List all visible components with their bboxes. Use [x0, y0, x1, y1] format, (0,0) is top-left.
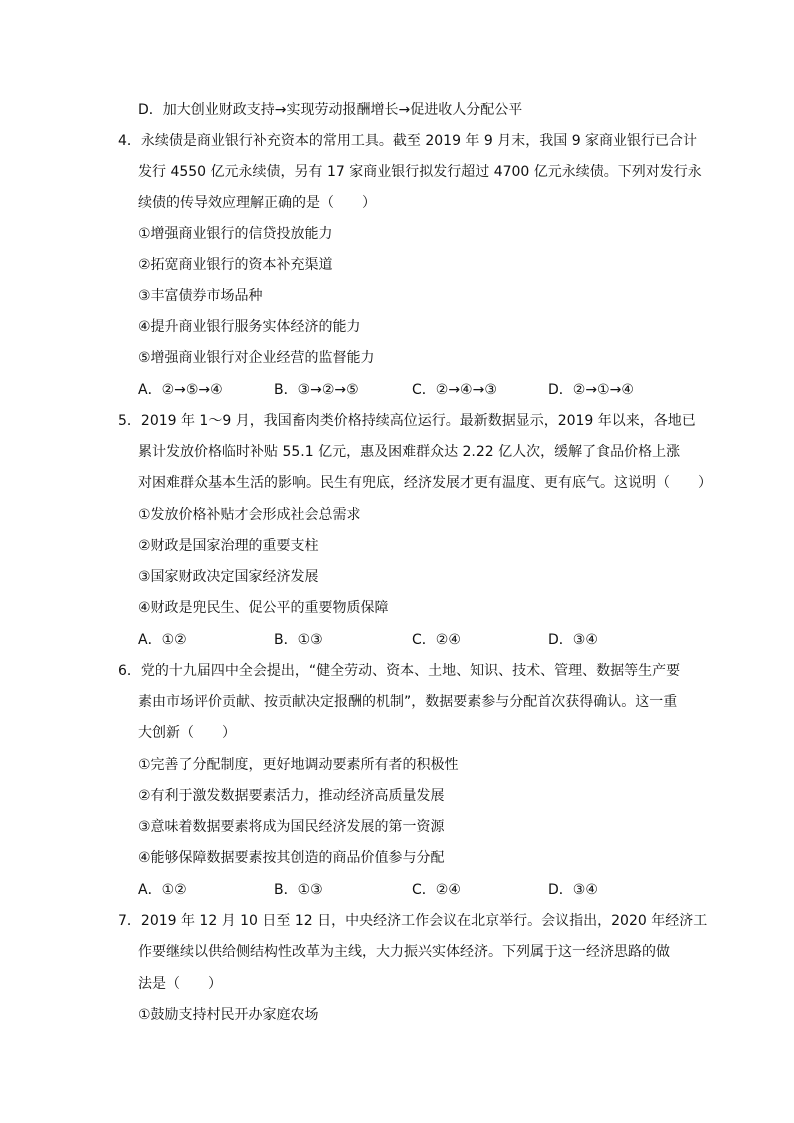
q4-item-3: ③丰富债券市场品种 [138, 288, 263, 304]
q6-option-a: A．①② [138, 882, 187, 898]
q5-stem-line-3: 对困难群众基本生活的影响。民生有兜底，经济发展才更有温度、更有底气。这说明（ ） [138, 475, 712, 491]
q5-option-b: B．①③ [274, 632, 323, 648]
q6-stem-line-1: 6．党的十九届四中全会提出，“健全劳动、资本、土地、知识、技术、管理、数据等生产要 [118, 663, 681, 679]
q5-item-1: ①发放价格补贴才会形成社会总需求 [138, 507, 361, 523]
q5-stem-line-2: 累计发放价格临时补贴 55.1 亿元，惠及困难群众达 2.22 亿人次，缓解了食品价格上涨 [138, 444, 681, 460]
q5-item-2: ②财政是国家治理的重要支柱 [138, 538, 319, 554]
q4-item-1: ①增强商业银行的信贷投放能力 [138, 226, 333, 242]
q6-item-3: ③意味着数据要素将成为国民经济发展的第一资源 [138, 819, 445, 835]
q5-option-c: C．②④ [412, 632, 461, 648]
q7-stem-line-2: 作要继续以供给侧结构性改革为主线，大力振兴实体经济。下列属于这一经济思路的做 [138, 944, 670, 960]
q4-option-d: D．②→①→④ [548, 382, 634, 398]
q4-item-5: ⑤增强商业银行对企业经营的监督能力 [138, 350, 375, 366]
q4-stem-line-1: 4．永续债是商业银行补充资本的常用工具。截至 2019 年 9 月末，我国 9 家商业银行已合计 [118, 133, 698, 149]
q7-item-1: ①鼓励支持村民开办家庭农场 [138, 1007, 319, 1023]
q6-option-c: C．②④ [412, 882, 461, 898]
q4-options [0, 380, 794, 400]
q4-option-a: A．②→⑤→④ [138, 382, 223, 398]
q5-stem-line-1: 5．2019 年 1～9 月，我国畜肉类价格持续高位运行。最新数据显示，2019 年以来，各地已 [118, 413, 696, 429]
q4-option-c: C．②→④→③ [412, 382, 497, 398]
q6-options [0, 880, 794, 900]
q5-option-a: A．①② [138, 632, 187, 648]
q4-stem-line-3: 续债的传导效应理解正确的是（ ） [138, 195, 376, 211]
q4-stem-line-2: 发行 4550 亿元永续债，另有 17 家商业银行拟发行超过 4700 亿元永续债。下列对发行永 [138, 164, 702, 180]
q7-stem-line-1: 7．2019 年 12 月 10 日至 12 日，中央经济工作会议在北京举行。会议指出，2020 年经济工 [118, 913, 708, 929]
q6-option-b: B．①③ [274, 882, 323, 898]
q4-item-2: ②拓宽商业银行的资本补充渠道 [138, 257, 333, 273]
q6-option-d: D．③④ [548, 882, 598, 898]
q6-stem-line-3: 大创新（ ） [138, 725, 236, 741]
q5-options [0, 630, 794, 650]
q3-option-d: D．加大创业财政支持→实现劳动报酬增长→促进收人分配公平 [138, 102, 523, 118]
q4-option-b: B．③→②→⑤ [274, 382, 359, 398]
q6-item-4: ④能够保障数据要素按其创造的商品价值参与分配 [138, 850, 445, 866]
q5-item-3: ③国家财政决定国家经济发展 [138, 569, 319, 585]
q6-stem-line-2: 素由市场评价贡献、按贡献决定报酬的机制”，数据要素参与分配首次获得确认。这一重 [138, 694, 678, 710]
q5-option-d: D．③④ [548, 632, 598, 648]
q6-item-2: ②有利于激发数据要素活力，推动经济高质量发展 [138, 788, 445, 804]
q6-item-1: ①完善了分配制度，更好地调动要素所有者的积极性 [138, 757, 459, 773]
q4-item-4: ④提升商业银行服务实体经济的能力 [138, 319, 361, 335]
q7-stem-line-3: 法是（ ） [138, 976, 222, 992]
q5-item-4: ④财政是兜民生、促公平的重要物质保障 [138, 600, 389, 616]
